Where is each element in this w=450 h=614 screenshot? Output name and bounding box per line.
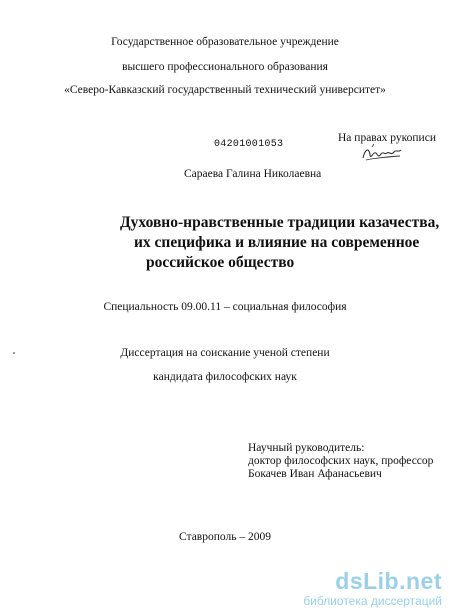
- degree-line-1: Диссертация на соискание ученой степени: [120, 347, 330, 359]
- handwritten-signature: [360, 143, 404, 165]
- manuscript-rights: На правах рукописи: [338, 132, 436, 144]
- title-line-2: их специфика и влияние на современное: [134, 234, 420, 251]
- institution-line-2: высшего профессионального образования: [122, 61, 328, 73]
- watermark-sub: библиотека диссертаций: [303, 594, 442, 608]
- record-code: 04201001053: [214, 139, 284, 150]
- supervisor-name: Бокачев Иван Афанасьевич: [248, 468, 382, 480]
- watermark-main: dsLib.net: [335, 568, 442, 594]
- city-year: Ставрополь – 2009: [179, 531, 271, 543]
- author-name: Сараева Галина Николаевна: [184, 168, 322, 180]
- dslib-watermark: [303, 569, 442, 608]
- supervisor-label: Научный руководитель:: [248, 442, 365, 454]
- institution-line-1: Государственное образовательное учреждение: [111, 36, 339, 48]
- degree-line-2: кандидата философских наук: [153, 371, 297, 383]
- supervisor-position: доктор философских наук, профессор: [248, 455, 434, 467]
- specialty: Специальность 09.00.11 – социальная философия: [103, 301, 347, 313]
- institution-line-3: «Северо-Кавказский государственный технический университет»: [64, 84, 386, 96]
- title-line-3: российское общество: [146, 254, 295, 271]
- title-line-1: Духовно-нравственные традиции казачества,: [120, 214, 440, 231]
